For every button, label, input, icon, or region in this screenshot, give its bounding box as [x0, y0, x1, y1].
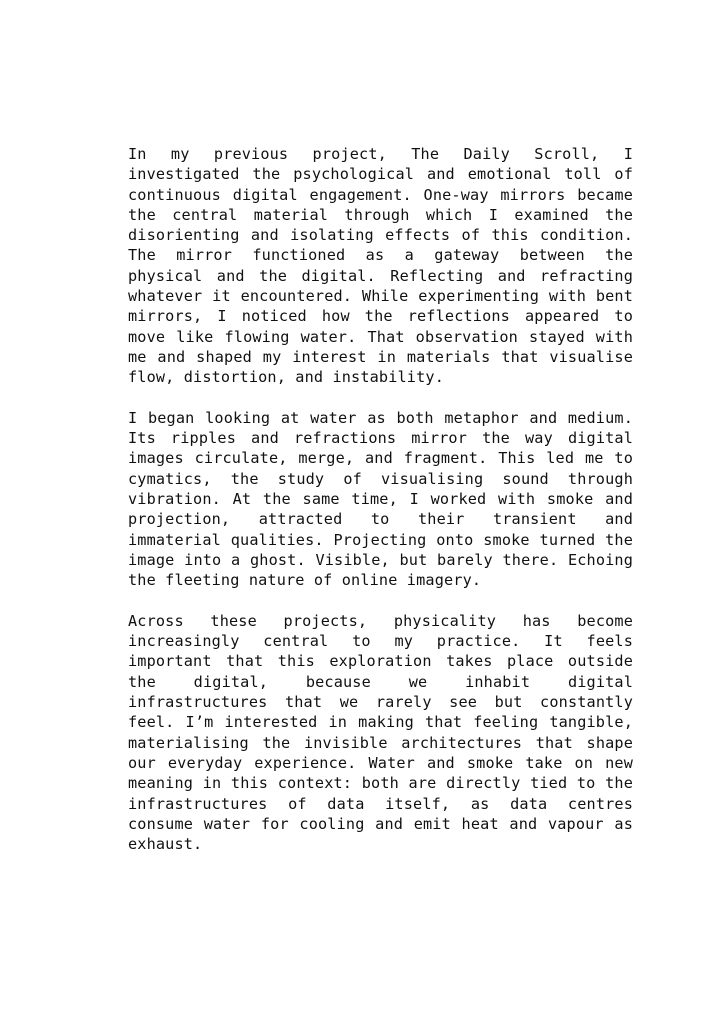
body-text [128, 144, 633, 875]
paragraph-1: In my previous project, The Daily Scroll, I investigated the psychological and emotional toll of continuous digital engagement. One-way mirrors became the central material through which I examined the disorienting and isolating effects of this condition. The mirror functioned as a gateway between the physical and the digital. Reflecting and refracting whatever it encountered. While experimenting with bent mirrors, I noticed how the reflections appeared to move like flowing water. That observation stayed with me and shaped my interest in materials that visualise flow, distortion, and instability. [128, 145, 633, 387]
paragraph-3: Across these projects, physicality has become increasingly central to my practice. It feels important that this exploration takes place outside the digital, because we inhabit digital infrastructures that we rarely see but constantly feel. I’m interested in making that feeling tangible, materialising the invisible architectures that shape our everyday experience. Water and smoke take on new meaning in this context: both are directly tied to the infrastructures of data itself, as data centres consume water for cooling and emit heat and vapour as exhaust. [128, 611, 633, 854]
paragraph-2: I began looking at water as both metaphor and medium. Its ripples and refractions mirror the way digital images circulate, merge, and fragment. This led me to cymatics, the study of visualising sound through vibration. At the same time, I worked with smoke and projection, attracted to their transient and immaterial qualities. Projecting onto smoke turned the image into a ghost. Visible, but barely there. Echoing the fleeting nature of online imagery. [128, 408, 633, 590]
